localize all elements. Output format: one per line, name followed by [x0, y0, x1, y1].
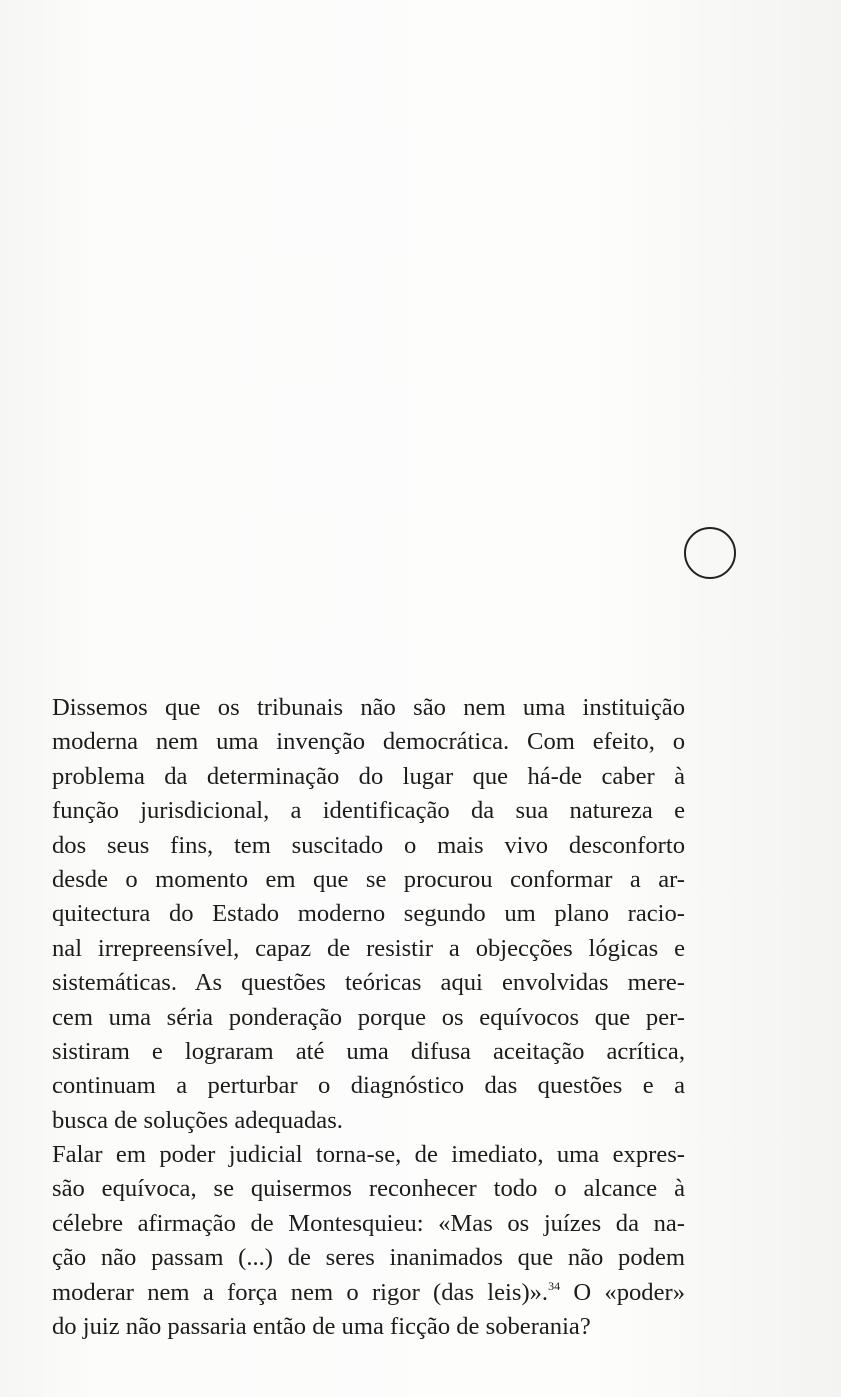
- paragraph-1: [52, 691, 685, 1138]
- text-line: ção não passam (...) de seres inanimados que não podem: [52, 1244, 685, 1272]
- text-line: dos seus fins, tem suscitado o mais vivo desconforto: [52, 831, 685, 859]
- text-line: desde o momento em que se procurou conformar a ar-: [52, 865, 685, 893]
- circle-mark-icon: [684, 527, 736, 579]
- text-line: moderna nem uma invenção democrática. Com efeito, o: [52, 728, 685, 756]
- paragraph-2: [52, 1138, 685, 1344]
- footnote-reference: 34: [548, 1278, 561, 1293]
- body-text: [52, 691, 685, 1344]
- text-line: nal irrepreensível, capaz de resistir a objecções lógicas e: [52, 934, 685, 962]
- text-line: sistemáticas. As questões teóricas aqui envolvidas mere-: [52, 969, 685, 997]
- text-segment: O «poder»: [560, 1278, 685, 1306]
- text-line: problema da determinação do lugar que há-de caber à: [52, 762, 685, 790]
- text-line: cem uma séria ponderação porque os equívocos que per-: [52, 1003, 685, 1031]
- text-segment: moderar nem a força nem o rigor (das leis)».: [52, 1278, 549, 1306]
- text-line-with-footnote: [52, 1276, 685, 1310]
- text-line: célebre afirmação de Montesquieu: «Mas os juízes da na-: [52, 1209, 685, 1237]
- text-line: busca de soluções adequadas.: [52, 1106, 343, 1134]
- text-line: Falar em poder judicial torna-se, de imediato, uma expres-: [52, 1141, 685, 1169]
- text-line: do juiz não passaria então de uma ficção de soberania?: [52, 1313, 591, 1341]
- text-line: são equívoca, se quisermos reconhecer todo o alcance à: [52, 1175, 685, 1203]
- text-line: quitectura do Estado moderno segundo um plano racio-: [52, 900, 685, 928]
- text-line: função jurisdicional, a identificação da sua natureza e: [52, 797, 685, 825]
- text-line: sistiram e lograram até uma difusa aceitação acrítica,: [52, 1037, 685, 1065]
- text-line: continuam a perturbar o diagnóstico das questões e a: [52, 1072, 685, 1100]
- text-line: Dissemos que os tribunais não são nem uma instituição: [52, 694, 685, 721]
